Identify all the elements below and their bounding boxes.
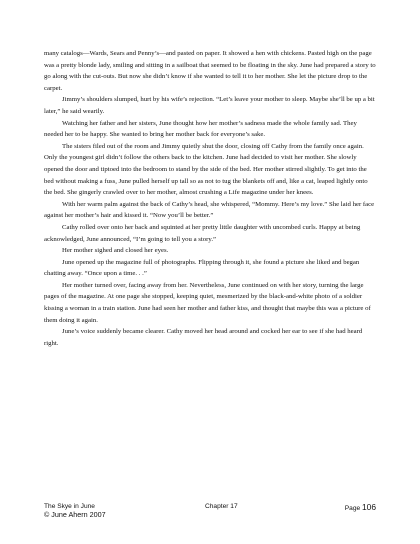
paragraph: June’s voice suddenly became clearer. Cathy moved her head around and cocked her ear to see if she had heard right. xyxy=(44,328,363,347)
body-text xyxy=(44,48,376,349)
copyright-notice: © June Ahern 2007 xyxy=(44,510,106,519)
paragraph: The sisters filed out of the room and Jimmy quietly shut the door, closing off Cathy from the family once again. Only the youngest girl didn’t follow the others back to the kitchen. June had decided to visit her mother. She slowly opened the door and tiptoed into the bedroom to stand by the side of the bed. Her mother stirred slightly. To get into the bed without making a fuss, June pulled herself up tall so as not to tug the blankets off and, like a cat, leaped lightly onto the bed. She gingerly crawled over to her mother, almost crushing a Life magazine under her knees. xyxy=(44,142,368,197)
page-number-value: 106 xyxy=(362,502,376,512)
paragraph: Jimmy’s shoulders slumped, hurt by his wife’s rejection. “Let’s leave your mother to sleep. Maybe she’ll be up a bit later,” he said wearily. xyxy=(44,96,375,115)
paragraph: many catalogs—Wards, Sears and Penny’s—and pasted on paper. It showed a hen with chickens. Pasted high on the page was a pretty blonde lady, smiling and sitting in a sailboat that seemed to be floating in the sky. June had prepared a story to go along with the cut-outs. But now she didn’t know if she wanted to tell it to her mother. She let the picture drop to the carpet. xyxy=(44,50,376,92)
page-footer xyxy=(44,502,376,519)
paragraph: Her mother turned over, facing away from her. Nevertheless, June continued on with her story, turning the large pages of the magazine. At one page she stopped, keeping quiet, mesmerized by the black-and-white photo of a soldier kissing a woman in a train station. June had seen her mother and father kiss, and thought that maybe this was a picture of them doing it again. xyxy=(44,281,371,324)
page-label: Page xyxy=(344,505,361,512)
paragraph: Cathy rolled over onto her back and squinted at her pretty little daughter with uncombed curls. Happy at being acknowledged, June announced, “I’m going to tell you a story.” xyxy=(44,223,361,243)
paragraph: With her warm palm against the back of Cathy’s head, she whispered, “Mommy. Here’s my love.” She laid her face against her mother’s hair and kissed it. “Now you’ll be better.” xyxy=(44,200,375,220)
chapter-label: Chapter 17 xyxy=(205,503,238,510)
paragraph: June opened up the magazine full of photographs. Flipping through it, she found a picture she liked and began chatting away. “Once upon a time. . .” xyxy=(44,258,360,278)
paragraph: Her mother sighed and closed her eyes. xyxy=(62,247,169,255)
page-number xyxy=(345,503,376,513)
book-title: The Skye in June xyxy=(44,503,95,510)
paragraph: Watching her father and her sisters, June thought how her mother’s sadness made the whole family sad. They needed her to be happy. She wanted to bring her mother back for everyone’s sake. xyxy=(44,119,357,139)
